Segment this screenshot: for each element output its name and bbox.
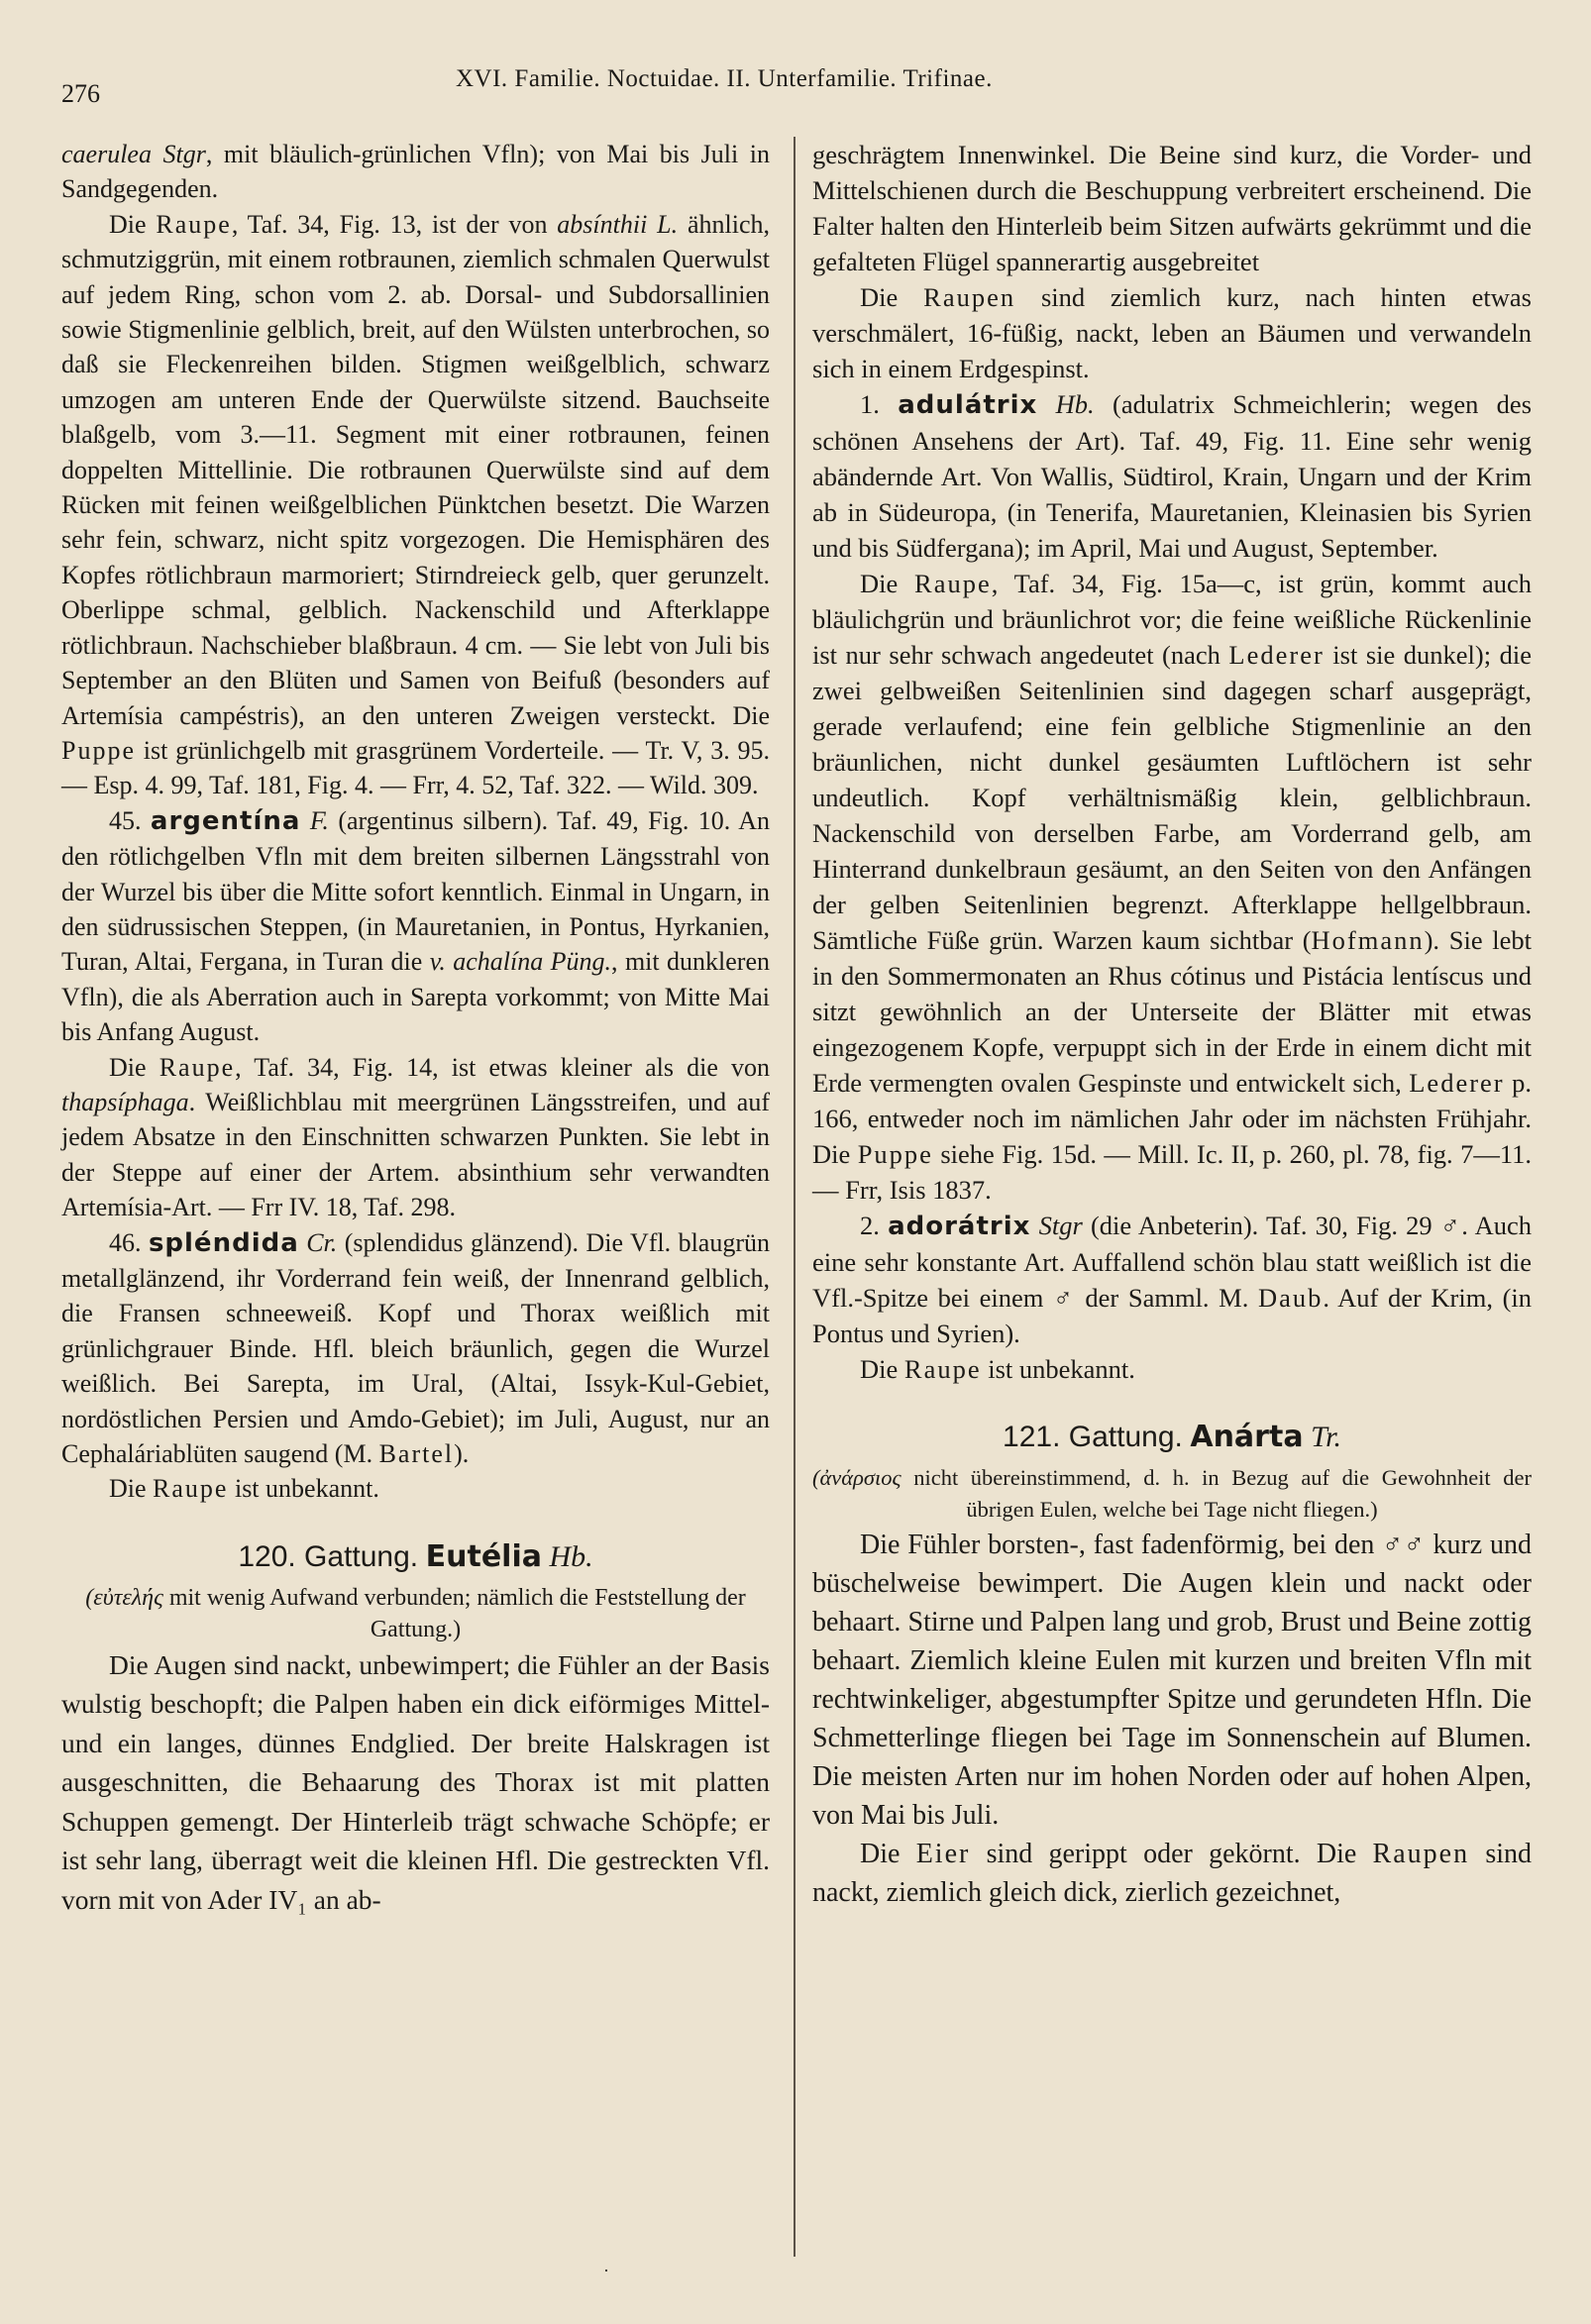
text-run: Die — [109, 1474, 154, 1504]
italic-text: Stgr — [1038, 1211, 1083, 1240]
genus-number: 120. Gattung. — [238, 1539, 419, 1573]
text-run: sind nackt, ziemlich gleich dick, zierlich gezeichnet, — [812, 1839, 1532, 1908]
spaced-text: Raupen — [923, 282, 1016, 312]
species-name: spléndida — [148, 1227, 299, 1258]
text-run: , Taf. 34, Fig. 13, ist der von — [231, 209, 558, 239]
text-run: siehe Fig. 15d. — Mill. Ic. II, p. 260, pl. 78, fig. 7—11. — Frr, Isis 1837. — [812, 1139, 1532, 1205]
genus-heading-eutelia — [61, 1538, 770, 1576]
species-entry-argentina — [61, 803, 770, 1050]
spaced-text: Lederer — [1409, 1068, 1505, 1098]
genus-heading-anarta — [812, 1419, 1532, 1456]
page-number: 276 — [61, 79, 100, 108]
text-run: 45. — [109, 805, 151, 835]
text-run: ähnlich, schmutziggrün, mit einem rotbraunen, ziemlich schmalen Querwulst auf jedem Ring, schon vom 2. ab. Dorsal- und Subdorsallinien sowie Stigmenlinie gelblich, breit, auf den Wülsten unterbrochen, so daß sie Fleckenreihen bilden. Stigmen weißgelblich, schwarz umzogen am unteren Ende der Querwülste sitzend. Bauchseite blaßgelb, vom 3.—11. Segment mit einer rotbraunen, feinen doppelten Mittellinie. Die rotbraunen Querwülste sind auf dem Rücken mit feinen weißgelblichen Pünktchen besetzt. Die Warzen sehr fein, schwarz, nicht spitz vorgezogen. Die Hemisphären des Kopfes rötlichbraun marmoriert; Stirndreieck gelb, quer gerunzelt. Oberlippe schmal, gelblich. Nackenschild und Afterklappe rötlichbraun. Nachschieber blaßbraun. 4 cm. — Sie lebt von Juli bis September an den Blüten und Samen von Beifuß (besonders auf Artemísia campéstris), an den unteren Zweigen versteckt. Die — [61, 209, 770, 730]
text-run: . Auf der Krim, (in Pontus und Syrien). — [812, 1283, 1533, 1348]
text-run: (die Anbeterin). Taf. 30, Fig. 29 ♂. Auch eine sehr konstante Art. Auffallend schön blau statt weißlich ist die Vfl.-Spitze bei einem ♂ der Samml. M. — [812, 1211, 1533, 1313]
spaced-text: Puppe — [857, 1139, 933, 1169]
spaced-text: Eier — [915, 1839, 971, 1869]
text-run: sind ziemlich kurz, nach hinten etwas verschmälert, 16-füßig, nackt, leben an Bäumen und verwandeln sich in einem Erdgespinst. — [812, 282, 1532, 383]
paragraph — [812, 1526, 1532, 1835]
text-run: (adulatrix Schmeichlerin; wegen des schönen Ansehens der Art). Taf. 49, Fig. 11. Eine sehr wenig abändernde Art. Von Wallis, Südtirol, Krain, Ungarn und der Krim ab in Südeuropa, (in Tenerifa, Mauretanien, Kleinasien bis Syrien und bis Südfergana); im April, Mai und August, September. — [812, 389, 1533, 563]
italic-text: F. — [309, 805, 329, 835]
genus-author: Tr. — [1311, 1421, 1341, 1453]
italic-text: caerulea Stgr — [61, 140, 206, 168]
text-run: nicht übereinstimmend, d. h. in Bezug auf die Gewohnheit der übrigen Eulen, welche bei Tage nicht fliegen.) — [901, 1465, 1532, 1522]
text-run: ). Sie lebt in den Sommermonaten an Rhus cótinus und Pistácia lentíscus und sitzt gewöhnlich an der Unterseite der Blätter mit etwas eingezogenem Kopfe, verpuppt sich in der Erde in einem dicht mit Erde vermengten ovalen Gespinste und entwickelt sich, — [812, 925, 1532, 1098]
text-run: Die — [860, 1354, 904, 1384]
text-run: 2. — [860, 1211, 889, 1240]
text-run: (argentinus silbern). Taf. 49, Fig. 10. An den rötlichgelben Vfln mit dem breiten silbernen Längsstrahl von der Wurzel bis über die Mitte sofort kenntlich. Einmal in Ungarn, in den südrussischen Steppen, (in Mauretanien, in Pontus, Hyrkanien, Turan, Altai, Fergana, in Turan die — [61, 805, 771, 977]
text-run: ist grünlichgelb mit grasgrünem Vorderteile. — Tr. V, 3. 95. — Esp. 4. 99, Taf. 181, Fig. 4. — Frr, 4. 52, Taf. 322. — Wild. 309. — [61, 735, 770, 800]
paragraph — [61, 1645, 770, 1920]
paragraph — [61, 1471, 770, 1506]
spaced-text: Daub — [1257, 1283, 1324, 1313]
text-run: , Taf. 34, Fig. 15a—c, ist grün, kommt auch bläulichgrün und bräunlichrot vor; die feine weißliche Rückenlinie ist nur sehr schwach angedeutet (nach — [812, 569, 1532, 670]
text-run: , mit dunkleren Vfln), die als Aberration auch in Sarepta vorkommt; von Mitte Mai bis Anfang August. — [61, 947, 771, 1047]
text-run: ist unbekannt. — [981, 1354, 1135, 1384]
spaced-text: Raupe — [156, 209, 232, 239]
italic-text: (ἀνάρσιος — [812, 1465, 902, 1490]
paragraph — [61, 137, 770, 207]
text-run: Die — [109, 1052, 159, 1082]
paragraph — [812, 1835, 1532, 1912]
page-header — [61, 65, 1530, 108]
text-run: Die Augen sind nackt, unbewimpert; die Fühler an der Basis wulstig beschopft; die Palpen haben ein dick eiförmiges Mittel- und ein langes, dünnes Endglied. Der breite Halskragen ist ausgeschnitten, die Behaarung des Thorax ist mit platten Schuppen gemengt. Der Hinterleib trägt schwache Schöpfe; er ist sehr lang, überragt weit die kleinen Hfl. Die gestreckten Vfl. vorn mit von Ader IV₁ an ab- — [61, 1648, 770, 1915]
text-run: . Weißlichblau mit meergrünen Längsstreifen, und auf jedem Absatze in den Einschnitten schwarzen Punkten. Sie lebt in der Steppe auf einer der Artem. absinthium sehr verwandten Artemísia-Art. — Frr IV. 18, Taf. 298. — [61, 1087, 770, 1222]
text-run: Die — [860, 1839, 916, 1869]
spaced-text: Bartel — [378, 1439, 455, 1469]
running-head: XVI. Familie. Noctuidae. II. Unterfamilie. Trifinae. — [456, 65, 993, 92]
italic-text: Cr. — [306, 1227, 338, 1257]
spaced-text: Raupe — [153, 1474, 229, 1504]
species-name: adulátrix — [898, 390, 1038, 420]
species-entry-adulatrix — [812, 386, 1532, 566]
species-entry-adoratrix — [812, 1208, 1532, 1351]
species-entry-splendida — [61, 1225, 770, 1472]
text-run: ). — [454, 1439, 470, 1469]
italic-text: v. achalína Püng. — [429, 947, 612, 977]
left-column — [61, 137, 770, 1919]
text-run: Die — [860, 569, 915, 598]
column-divider — [794, 137, 796, 2257]
text-run: 46. — [109, 1227, 149, 1257]
italic-text: Hb. — [1055, 389, 1095, 419]
genus-name: Anárta — [1190, 1420, 1304, 1454]
italic-text: absínthii L. — [557, 209, 679, 239]
right-column — [812, 137, 1532, 1912]
text-run: 1. — [860, 389, 899, 419]
paragraph — [61, 207, 770, 803]
text-run: mit wenig Aufwand verbunden; nämlich die Feststellung der Gattung.) — [162, 1584, 746, 1642]
spaced-text: Raupe — [159, 1052, 236, 1082]
italic-text: (εὐτελής — [85, 1584, 163, 1611]
genus-etymology — [812, 1462, 1532, 1526]
genus-etymology — [61, 1582, 770, 1645]
species-name: adorátrix — [888, 1212, 1031, 1241]
species-name: argentína — [150, 805, 301, 836]
text-run: sind gerippt oder gekörnt. Die — [970, 1839, 1373, 1869]
text-run: Die — [860, 282, 924, 312]
genus-author: Hb. — [549, 1539, 593, 1573]
text-run — [300, 806, 309, 835]
text-run: geschrägtem Innenwinkel. Die Beine sind kurz, die Vorder- und Mittelschienen durch die Beschuppung verbreitert erscheinend. Die Falter halten den Hinterleib beim Sitzen aufwärts gekrümmt und die gefalteten Flügel spannerartig ausgebreitet — [812, 140, 1532, 276]
page-dot: · — [603, 2261, 609, 2280]
text-run: , Taf. 34, Fig. 14, ist etwas kleiner als die von — [235, 1052, 771, 1082]
text-run: Die Fühler borsten-, fast fadenförmig, bei den ♂♂ kurz und büschelweise bewimpert. Die Augen klein und nackt oder behaart. Stirne und Palpen lang und grob, Brust und Beine zottig behaart. Ziemlich kleine Eulen mit kurzen und breiten Vfln mit rechtwinkeliger, abgestumpfter Spitze und gerundeten Hfln. Die Schmetterlinge fliegen bei Tage im Sonnenschein auf Blumen. Die meisten Arten nur im hohen Norden oder auf hohen Alpen, von Mai bis Juli. — [812, 1530, 1532, 1831]
genus-name: Eutélia — [425, 1538, 542, 1574]
text-run: Die — [109, 209, 157, 239]
paragraph — [61, 1050, 770, 1225]
text-run: , mit bläulich-grünlichen Vfln); von Mai bis Juli in Sandgegenden. — [61, 140, 770, 204]
text-run: ist unbekannt. — [228, 1474, 379, 1504]
paragraph — [812, 1351, 1532, 1387]
spaced-text: Lederer — [1228, 640, 1325, 670]
paragraph — [812, 566, 1532, 1208]
spaced-text: Puppe — [61, 735, 136, 765]
text-run: ist sie dunkel); die zwei gelbweißen Seitenlinien sind dagegen scharf ausgeprägt, gerade verlaufend; eine fein gelbliche Stigmenlinie an den bräunlichen, nicht dunkel gesäumten Luftlöchern ist sehr undeutlich. Kopf verhältnismäßig klein, gelblichbraun. Nackenschild von derselben Farbe, am Vorderrand gelb, am Hinterrand dunkelbraun gesäumt, an den Seiten von den Anfängen der gelben Seitenlinien begrenzt. Afterklappe hellgelbbraun. Sämtliche Füße grün. Warzen kaum sichtbar ( — [812, 640, 1532, 955]
spaced-text: Hofmann — [1311, 925, 1425, 955]
text-run: p. 166, entweder noch im nämlichen Jahr oder im nächsten Frühjahr. Die — [812, 1068, 1533, 1169]
text-run: (splendidus glänzend). Die Vfl. blaugrün metallglänzend, ihr Vorderrand fein weiß, der Innenrand gelblich, die Fransen schneeweiß. Kopf und Thorax weißlich mit grünlichgrauer Binde. Hfl. bleich bräunlich, gegen die Wurzel weißlich. Bei Sarepta, im Ural, (Altai, Issyk-Kul-Gebiet, nordöstlichen Persien und Amdo-Gebiet); im Juli, August, nur an Cephaláriablüten saugend (M. — [61, 1227, 770, 1469]
text-run — [1037, 389, 1055, 419]
spaced-text: Raupe — [903, 1354, 982, 1384]
genus-number: 121. Gattung. — [1003, 1421, 1183, 1453]
text-run — [1030, 1211, 1038, 1240]
spaced-text: Raupe — [914, 569, 992, 598]
spaced-text: Raupen — [1372, 1839, 1470, 1869]
paragraph — [812, 279, 1532, 386]
paragraph — [812, 137, 1532, 279]
italic-text: thapsíphaga — [61, 1087, 189, 1116]
